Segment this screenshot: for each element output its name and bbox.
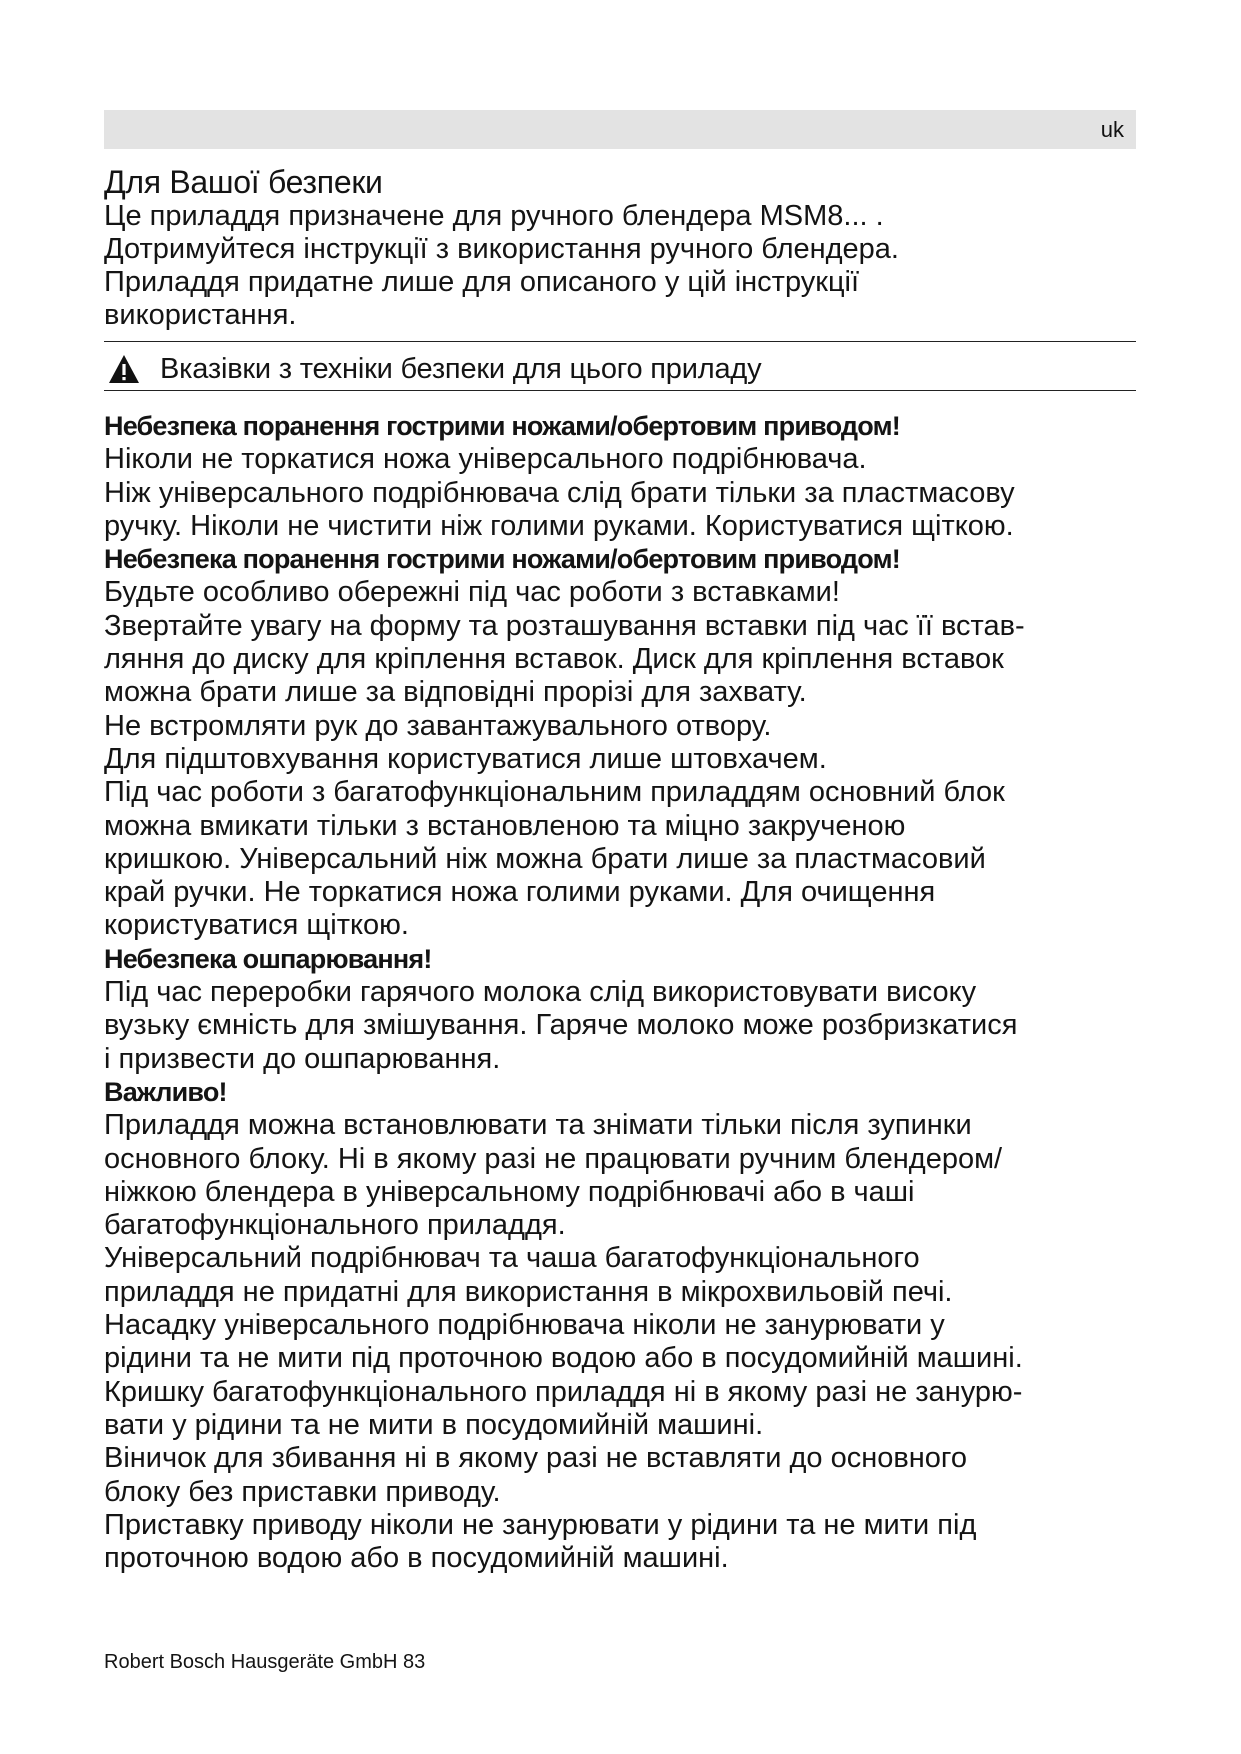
instruction-line: вузьку ємність для змішування. Гаряче молоко може розбризкатися: [104, 1009, 1018, 1042]
safety-heading-text: Вказівки з техніки безпеки для цього приладу: [160, 353, 762, 385]
safety-instructions: [104, 410, 1144, 1575]
instruction-line: Під час переробки гарячого молока слід використовувати високу: [104, 976, 977, 1009]
instruction-line: ляння до диску для кріплення вставок. Диск для кріплення вставок: [104, 643, 1004, 676]
intro-line: Дотримуйтеся інструкції з використання ручного блендера.: [104, 233, 899, 265]
instruction-line: блоку без приставки приводу.: [104, 1475, 501, 1508]
instruction-line: кришкою. Універсальний ніж можна брати лише за пластмасовий: [104, 842, 986, 875]
section-divider-top: [104, 341, 1136, 342]
warning-heading-line: Небезпека ошпарювання!: [104, 943, 432, 974]
language-code: uk: [1100, 117, 1124, 142]
instruction-line: Ніколи не торкатися ножа універсального подрібнювача.: [104, 443, 867, 476]
instruction-line: вати у рідини та не мити в посудомийній машині.: [104, 1408, 764, 1441]
instruction-line: Під час роботи з багатофункціональним приладдям основний блок: [104, 776, 1005, 809]
instruction-line: Будьте особливо обережні під час роботи з вставками!: [104, 576, 840, 609]
instruction-line: багатофункціонального приладдя.: [104, 1209, 566, 1242]
instruction-line: Кришку багатофункціонального приладдя ні в якому разі не занурю-: [104, 1375, 1023, 1408]
instruction-line: ручку. Ніколи не чистити ніж голими руками. Користуватися щіткою.: [104, 509, 1014, 542]
warning-triangle-icon: [108, 354, 140, 384]
instruction-line: край ручки. Не торкатися ножа голими руками. Для очищення: [104, 876, 936, 909]
instruction-line: Ніж універсального подрібнювача слід брати тільки за пластмасову: [104, 476, 1015, 509]
instruction-line: Приставку приводу ніколи не занурювати у рідини та не мити під: [104, 1508, 977, 1541]
warning-heading-line: Небезпека поранення гострими ножами/обертовим приводом!: [104, 544, 900, 575]
warning-heading-line: Небезпека поранення гострими ножами/обертовим приводом!: [104, 411, 900, 441]
instruction-line: приладдя не придатні для використання в мікрохвильовій печі.: [104, 1275, 953, 1308]
instruction-line: Звертайте увагу на форму та розташування вставки під час її встав-: [104, 609, 1025, 642]
instruction-line: основного блоку. Ні в якому разі не працювати ручним блендером/: [104, 1142, 1003, 1175]
instruction-line: проточною водою або в посудомийній машині.: [104, 1542, 729, 1575]
instruction-line: користуватися щіткою.: [104, 909, 409, 942]
instruction-line: Не встромляти рук до завантажувального отвору.: [104, 709, 772, 742]
instruction-line: Насадку універсального подрібнювача ніколи не занурювати у: [104, 1309, 945, 1342]
instruction-line: можна вмикати тільки з встановленою та міцно закрученою: [104, 809, 906, 842]
section-divider-bottom: [104, 390, 1136, 391]
intro-line: Приладдя придатне лише для описаного у цій інструкції: [104, 266, 860, 298]
instruction-line: Універсальний подрібнювач та чаша багатофункціонального: [104, 1242, 920, 1275]
instruction-line: Для підштовхування користуватися лише штовхачем.: [104, 742, 827, 775]
instruction-line: Приладдя можна встановлювати та знімати тільки після зупинки: [104, 1109, 972, 1142]
instruction-line: ніжкою блендера в універсальному подрібнювачі або в чаші: [104, 1175, 915, 1208]
instruction-line: рідини та не мити під проточною водою або в посудомийній машині.: [104, 1342, 1023, 1375]
page-footer: Robert Bosch Hausgeräte GmbH 83: [104, 1651, 426, 1673]
intro-line: використання.: [104, 299, 297, 331]
language-bar: [104, 110, 1136, 149]
page-title: Для Вашої безпеки: [104, 164, 383, 200]
instruction-line: і призвести до ошпарювання.: [104, 1042, 501, 1075]
instruction-line: Віничок для збивання ні в якому разі не вставляти до основного: [104, 1442, 968, 1475]
safety-section-heading: [108, 349, 761, 389]
intro-line: Це приладдя призначене для ручного блендера MSM8... .: [104, 200, 884, 232]
warning-heading-line: Важливо!: [104, 1076, 227, 1107]
intro-paragraph: [104, 200, 1144, 332]
instruction-line: можна брати лише за відповідні прорізі для захвату.: [104, 676, 807, 709]
